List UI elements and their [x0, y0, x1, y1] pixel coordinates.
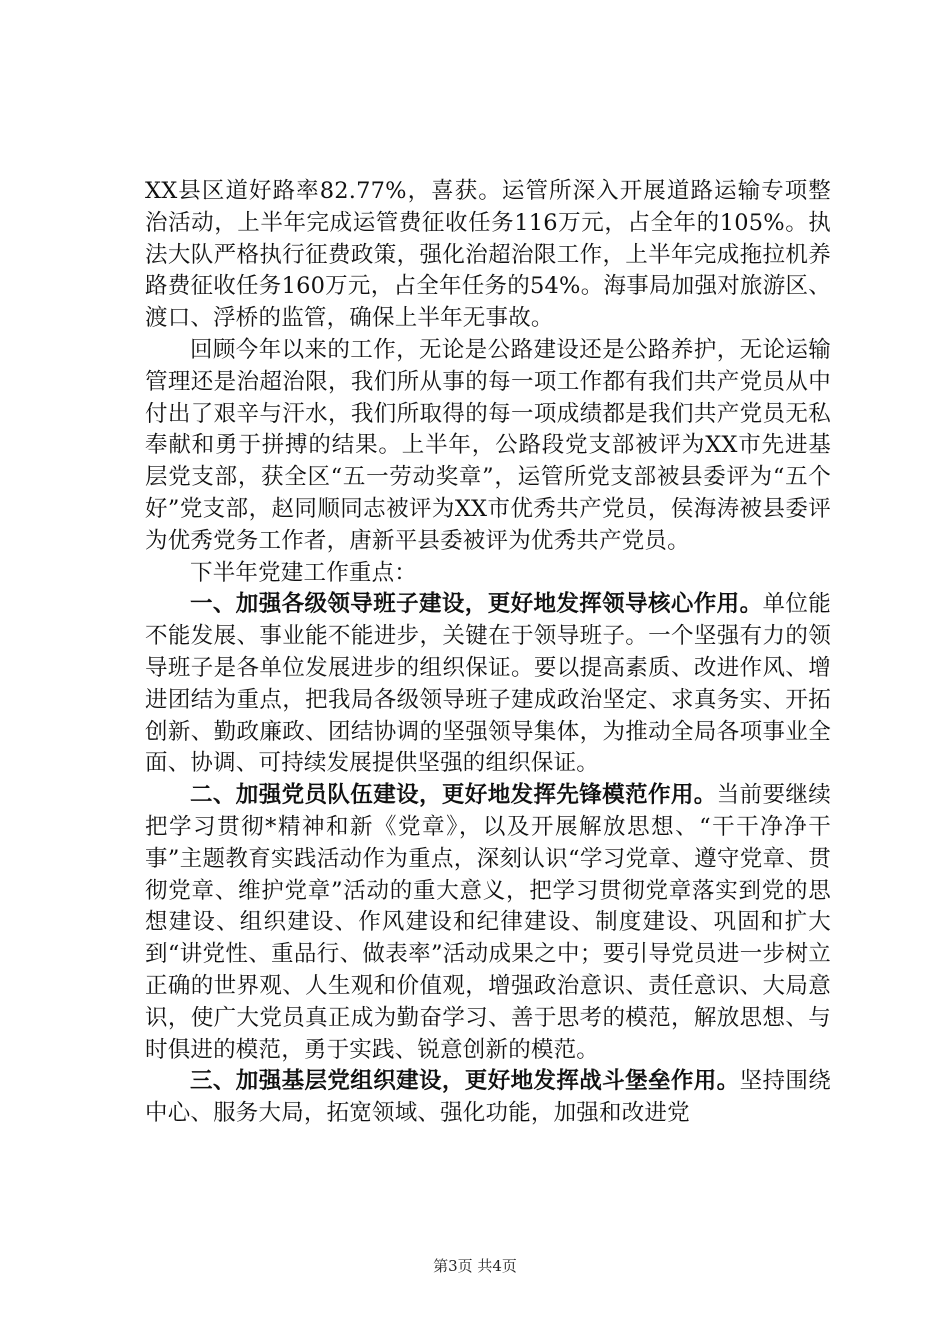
- section-heading-one: 一、加强各级领导班子建设，更好地发挥领导核心作用。: [190, 591, 763, 618]
- paragraph-point-one: [145, 589, 831, 780]
- paragraph-text: 下半年党建工作重点：: [190, 559, 418, 586]
- paragraph-text: 当前要继续把学习贯彻*精神和新《党章》，以及开展解放思想、“干干净净干事”主题教育实践活动作为重点，深刻认识“学习党章、遵守党章、贯彻党章、维护党章”活动的重大意义，把学习贯彻党章落实到党的思想建设、组织建设、作风建设和纪律建设、制度建设、巩固和扩大到“讲党性、重品行、做表率”活动成果之中；要引导党员进一步树立正确的世界观、人生观和价值观，增强政治意识、责任意识、大局意识，使广大党员真正成为勤奋学习、善于思考的模范，解放思想、与时俱进的模范，勇于实践、锐意创新的模范。: [145, 782, 831, 1063]
- paragraph-review: [145, 335, 831, 558]
- page-number-label: 第3页 共4页: [433, 1257, 517, 1275]
- paragraph-second-half-intro: [145, 558, 831, 590]
- paragraph-continued-results: [145, 176, 831, 335]
- paragraph-text: 单位能不能发展、事业能不能进步，关键在于领导班子。一个坚强有力的领导班子是各单位发展进步的组织保证。要以提高素质、改进作风、增进团结为重点，把我局各级领导班子建成政治坚定、求真务实、开拓创新、勤政廉政、团结协调的坚强领导集体，为推动全局各项事业全面、协调、可持续发展提供坚强的组织保证。: [145, 591, 831, 777]
- section-heading-three: 三、加强基层党组织建设，更好地发挥战斗堡垒作用。: [190, 1068, 740, 1095]
- paragraph-point-three: [145, 1066, 831, 1130]
- document-body: [145, 176, 831, 1130]
- paragraph-text: 坚持围绕中心、服务大局，拓宽领域、强化功能，加强和改进党: [145, 1068, 831, 1127]
- page-footer: [0, 1255, 950, 1276]
- section-heading-two: 二、加强党员队伍建设，更好地发挥先锋模范作用。: [190, 782, 717, 809]
- paragraph-point-two: [145, 780, 831, 1066]
- paragraph-text: 回顾今年以来的工作，无论是公路建设还是公路养护，无论运输管理还是治超治限，我们所从事的每一项工作都有我们共产党员从中付出了艰辛与汗水，我们所取得的每一项成绩都是我们共产党员无私奉献和勇于拼搏的结果。上半年，公路段党支部被评为XX市先进基层党支部，获全区“五一劳动奖章”，运管所党支部被县委评为“五个好”党支部，赵同顺同志被评为XX市优秀共产党员，侯海涛被县委评为优秀党务工作者，唐新平县委被评为优秀共产党员。: [145, 336, 831, 554]
- paragraph-text: XX县区道好路率82.77%，喜获。运管所深入开展道路运输专项整治活动，上半年完成运管费征收任务116万元，占全年的105%。执法大队严格执行征费政策，强化治超治限工作，上半年完成拖拉机养路费征收任务160万元，占全年任务的54%。海事局加强对旅游区、渡口、浮桥的监管，确保上半年无事故。: [145, 178, 831, 332]
